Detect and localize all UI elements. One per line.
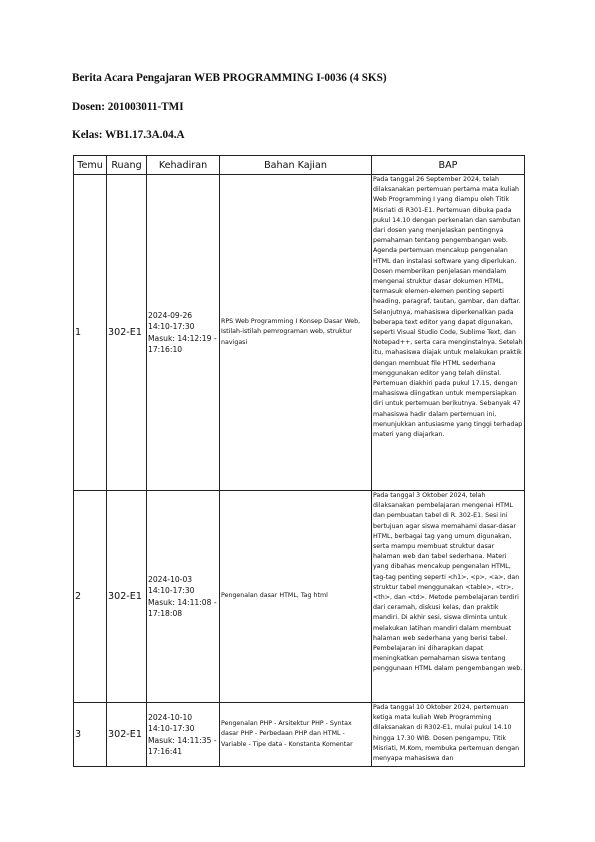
cell-kehadiran: 2024-09-26 14:10-17:30 Masuk: 14:12:19 - 17:16:10 [147,175,220,491]
cell-kehadiran: 2024-10-03 14:10-17:30 Masuk: 14:11:08 - 17:18:08 [147,491,220,703]
cell-bap: Pada tanggal 10 Oktober 2024, pertemuan ketiga mata kuliah Web Programming dilaksanakan di R302-E1, mulai pukul 14.10 hingga 17.30 WIB. Dosen pengampu, Titik Misriati, M.Kom, membuka pertemuan dengan menyapa mahasiswa dan [372,703,525,767]
document-title: Berita Acara Pengajaran WEB PROGRAMMING I-0036 (4 SKS) [72,72,387,84]
cell-temu: 2 [74,491,107,703]
cell-ruang: 302-E1 [107,491,147,703]
table-row [74,175,525,491]
class-line: Kelas: WB1.17.3A.04.A [72,129,185,141]
col-header-temu: Temu [74,156,107,175]
cell-ruang: 302-E1 [107,175,147,491]
cell-temu: 3 [74,703,107,767]
col-header-bap: BAP [372,156,525,175]
cell-bahan-kajian: Pengenalan dasar HTML, Tag html [220,491,372,703]
table-row [74,703,525,767]
cell-bahan-kajian: RPS Web Programming I Konsep Dasar Web, Istilah-istilah pemrograman web, struktur navigasi [220,175,372,491]
table-row [74,491,525,703]
col-header-kehadiran: Kehadiran [147,156,220,175]
cell-bap: Pada tanggal 26 September 2024, telah dilaksanakan pertemuan pertama mata kuliah Web Programming I yang diampu oleh Titik Misriati di R301-E1. Pertemuan dibuka pada pukul 14.10 dengan perkenalan dan sambutan dari dosen yang menjelaskan pentingnya pemahaman tentang pengembangan web. Agenda pertemuan mencakup pengenalan HTML dan instalasi software yang diperlukan. Dosen memberikan penjelasan mendalam mengenai struktur dasar dokumen HTML, termasuk elemen-elemen penting seperti heading, paragraf, tautan, gambar, dan daftar. Selanjutnya, mahasiswa diperkenalkan pada beberapa text editor yang dapat digunakan, seperti Visual Studio Code, Sublime Text, dan Notepad++, serta cara menginstalnya. Setelah itu, mahasiswa diajak untuk melakukan praktik dengan membuat file HTML sederhana menggunakan editor yang telah diinstal. Pertemuan diakhiri pada pukul 17.15, dengan mahasiswa diingatkan untuk mempersiapkan diri untuk pertemuan berikutnya. Sebanyak 47 mahasiswa hadir dalam pertemuan ini, menunjukkan antusiasme yang tinggi terhadap materi yang diajarkan. [372,175,525,491]
cell-bap: Pada tanggal 3 Oktober 2024, telah dilaksanakan pembelajaran mengenai HTML dan pembuatan tabel di R. 302-E1. Sesi ini bertujuan agar siswa memahami dasar-dasar HTML, berbagai tag yang umum digunakan, serta mampu membuat struktur dasar halaman web dan tabel sederhana. Materi yang dibahas mencakup pengenalan HTML, tag-tag penting seperti <h1>, <p>, <a>, dan struktur tabel menggunakan <table>, <tr>, <th>, dan <td>. Metode pembelajaran terdiri dari ceramah, diskusi kelas, dan praktik mandiri. Di akhir sesi, siswa diminta untuk melakukan latihan mandiri dalam membuat halaman web sederhana yang berisi tabel. Pembelajaran ini diharapkan dapat meningkatkan pemahaman siswa tentang penggunaan HTML dalam pengembangan web. [372,491,525,703]
table-header-row [74,156,525,175]
cell-ruang: 302-E1 [107,703,147,767]
cell-kehadiran: 2024-10-10 14:10-17:30 Masuk: 14:11:35 - 17:16:41 [147,703,220,767]
col-header-bahan-kajian: Bahan Kajian [220,156,372,175]
teaching-record-table [73,155,525,767]
col-header-ruang: Ruang [107,156,147,175]
cell-bahan-kajian: Pengenalan PHP - Arsitektur PHP - Syntax dasar PHP - Perbedaan PHP dan HTML - Variable - Tipe data - Konstanta Komentar [220,703,372,767]
lecturer-line: Dosen: 201003011-TMI [72,101,184,113]
cell-temu: 1 [74,175,107,491]
